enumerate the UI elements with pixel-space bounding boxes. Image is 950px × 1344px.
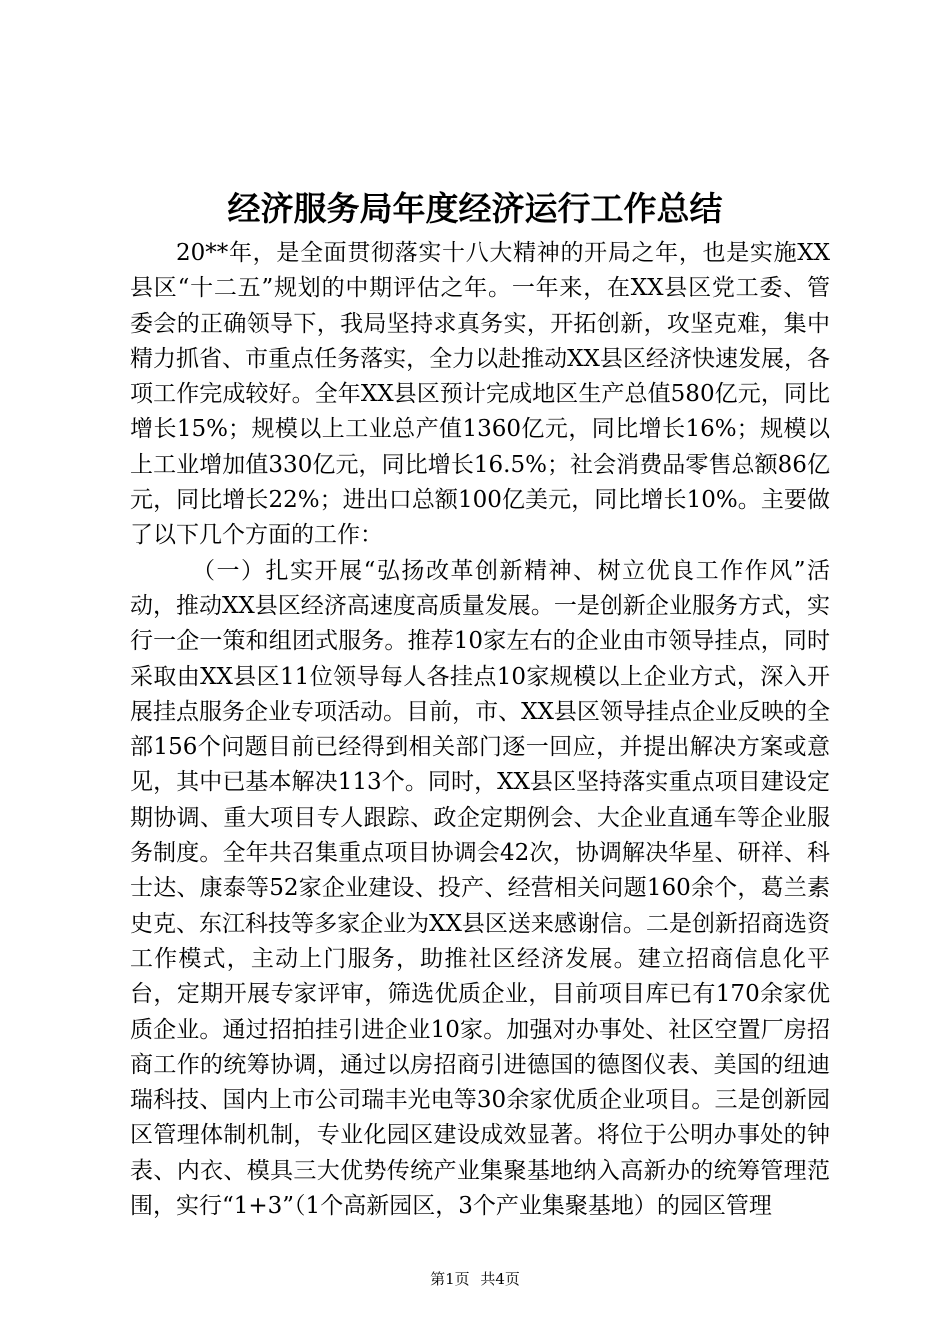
paragraph-section-1: （一）扎实开展“弘扬改革创新精神、树立优良工作作风”活动，推动XX县区经济高速度高质量发展。一是创新企业服务方式，实行一企一策和组团式服务。推荐10家左右的企业由市领导挂点，同时采取由XX县区11位领导每人各挂点10家规模以上企业方式，深入开展挂点服务企业专项活动。目前，市、XX县区领导挂点企业反映的全部156个问题目前已经得到相关部门逐一回应，并提出解决方案或意见，其中已基本解决113个。同时，XX县区坚持落实重点项目建设定期协调、重大项目专人跟踪、政企定期例会、大企业直通车等企业服务制度。全年共召集重点项目协调会42次，协调解决华星、研祥、科士达、康泰等52家企业建设、投产、经营相关问题160余个，葛兰素史克、东江科技等多家企业为XX县区送来感谢信。二是创新招商选资工作模式，主动上门服务，助推社区经济发展。建立招商信息化平台，定期开展专家评审，筛选优质企业，目前项目库已有170余家优质企业。通过招拍挂引进企业10家。加强对办事处、社区空置厂房招商工作的统筹协调，通过以房招商引进德国的德图仪表、美国的纽迪瑞科技、国内上市公司瑞丰光电等30余家优质企业项目。三是创新园区管理体制机制，专业化园区建设成效显著。将位于公明办事处的钟表、内衣、模具三大优势传统产业集聚基地纳入高新办的统筹管理范围，实行“1+3”（1个高新园区，3个产业集聚基地）的园区管理 [130, 557, 830, 1220]
document-body [130, 236, 830, 1224]
paragraph-intro: 20**年，是全面贯彻落实十八大精神的开局之年，也是实施XX县区“十二五”规划的中期评估之年。一年来，在XX县区党工委、管委会的正确领导下，我局坚持求真务实，开拓创新，攻坚克难，集中精力抓省、市重点任务落实，全力以赴推动XX县区经济快速发展，各项工作完成较好。全年XX县区预计完成地区生产总值580亿元，同比增长15%；规模以上工业总产值1360亿元，同比增长16%；规模以上工业增加值330亿元，同比增长16.5%；社会消费品零售总额86亿元，同比增长22%；进出口总额100亿美元，同比增长10%。主要做了以下几个方面的工作： [130, 240, 830, 549]
document-title: 经济服务局年度经济运行工作总结 [227, 189, 723, 228]
page-footer [0, 1268, 950, 1290]
page-total: 共4页 [480, 1270, 520, 1288]
page-number: 第1页 [430, 1270, 470, 1288]
